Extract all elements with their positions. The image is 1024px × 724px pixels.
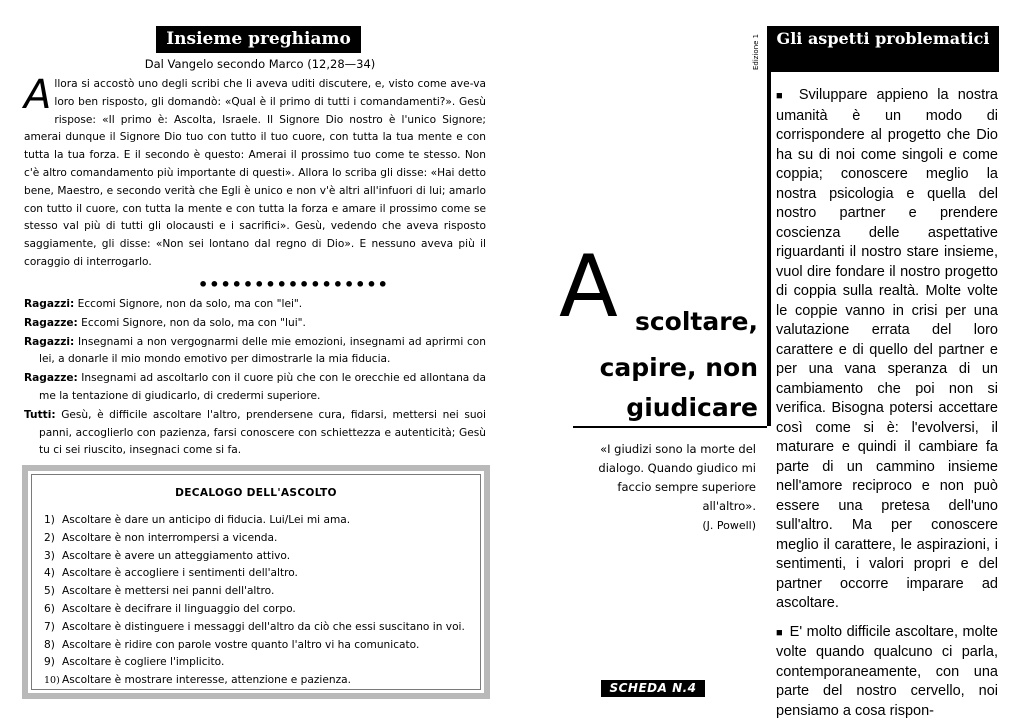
title-line: scoltare,	[634, 307, 758, 336]
list-item: 8) Ascoltare è ridire con parole vostre quanto l'altro vi ha comunicato.	[44, 638, 420, 651]
list-item: 1) Ascoltare è dare un anticipo di fiducia. Lui/Lei mi ama.	[44, 514, 351, 526]
prayer-speaker: Tutti:	[24, 408, 56, 421]
prayer-section-title: Insieme preghiamo	[156, 26, 361, 53]
paragraph: ■ E' molto difficile ascoltare, molte volte quando qualcuno ci parla, contemporaneamente, con una parte del nostro cervello, noi pensiamo a cosa rispon-	[776, 623, 998, 719]
edition-label: Edizione 1	[752, 33, 760, 70]
list-item: 10) Ascoltare è mostrare interesse, attenzione e pazienza.	[44, 674, 352, 687]
prayer-line	[24, 296, 486, 314]
list-item: 4) Ascoltare è accogliere i sentimenti dell'altro.	[44, 567, 298, 580]
gospel-drop-cap: A	[24, 72, 52, 118]
title-initial: A	[559, 237, 618, 337]
problems-section-title: Gli aspetti problematici	[767, 26, 999, 72]
list-item: 7) Ascoltare è distinguere i messaggi dell'altro da ciò che essi suscitano in voi.	[44, 620, 465, 633]
prayer-list	[24, 296, 486, 461]
gospel-text: llora si accostò uno degli scribi che li aveva uditi discutere, e, visto come ave-va loro ben risposto, gli domandò: «Qual è il primo di tutti i comandamenti?». Gesù rispose: «Il primo è: Ascolta, Israele. Il Signore Dio nostro è l'unico Signore; amerai dunque il Signore Dio tuo con tutto il tuo cuore, con tutta la tua mente e con tutta la tua forza. E il secondo è questo: Amerai il prossimo tuo come te stesso. Non c'è altro comandamento più importante di questi». Allora lo scriba gli disse: «Hai detto bene, Maestro, e secondo verità che Egli è unico e non v'è altri all'infuori di lui; amarlo con tutto il cuore, con tutta la mente e con tutta la forza e amare il prossimo come se stesso val più di tutti gli olocausti e i sacrifici». Gesù, vedendo che aveva risposto saggiamente, gli disse: «Non sei lontano dal regno di Dio». E nessuno aveva più il coraggio di interrogarlo.	[24, 78, 486, 268]
problems-text	[776, 86, 998, 724]
quote-author: (J. Powell)	[702, 519, 756, 532]
column-accent-bar	[767, 72, 771, 426]
prayer-speaker: Ragazzi:	[24, 298, 75, 310]
decalogue-inner-frame	[31, 474, 481, 690]
list-item: 3) Ascoltare è avere un atteggiamento attivo.	[44, 549, 291, 562]
list-item: 5) Ascoltare è mettersi nei panni dell'altro.	[44, 585, 275, 598]
gospel-passage	[24, 72, 486, 272]
quote-block	[578, 440, 756, 535]
title-line: giudicare	[626, 393, 758, 422]
list-item: 6) Ascoltare è decifrare il linguaggio del corpo.	[44, 602, 296, 615]
square-bullet-icon: ■	[776, 90, 788, 102]
prayer-speaker: Ragazzi:	[24, 335, 75, 348]
prayer-text: Gesù, è difficile ascoltare l'altro, prendersene cura, fidarsi, mettersi nei suoi panni, accoglierlo con pazienza, farsi conoscere con schiettezza e autenticità; Gesù tu ci sei riuscito, insegnaci come si fa.	[39, 408, 486, 457]
list-item: 9) Ascoltare è cogliere l'implicito.	[44, 656, 225, 669]
prayer-line	[24, 407, 486, 460]
gospel-reference: Dal Vangelo secondo Marco (12,28—34)	[144, 57, 376, 71]
section-separator: •••••••••••••••••	[198, 275, 389, 294]
prayer-speaker: Ragazze:	[24, 316, 78, 329]
prayer-text: Eccomi Signore, non da solo, ma con "lei".	[77, 298, 303, 310]
prayer-speaker: Ragazze:	[24, 372, 78, 385]
title-divider	[573, 426, 767, 428]
prayer-line	[24, 334, 486, 370]
prayer-text: Insegnami a non vergognarmi delle mie emozioni, insegnami ad aprirmi con lei, a donarle il mio mondo emotivo per dimostrarle la mia fiducia.	[39, 335, 487, 366]
prayer-line	[24, 315, 486, 333]
decalogue-box	[22, 465, 490, 699]
list-item: 2) Ascoltare è non interrompersi a vicenda.	[44, 531, 278, 544]
prayer-line	[24, 370, 486, 406]
prayer-text: Insegnami ad ascoltarlo con il cuore più che con le orecchie ed allontana da me la tentazione di giudicarlo, di credermi superiore.	[39, 372, 486, 402]
decalogue-list	[44, 512, 472, 690]
title-line: capire, non	[599, 353, 758, 382]
page-title	[560, 248, 758, 428]
quote-text: «I giudizi sono la morte del dialogo. Quando giudico mi faccio sempre superiore all'altro».	[598, 442, 756, 513]
square-bullet-icon: ■	[776, 626, 784, 639]
sheet-number-badge: SCHEDA N.4	[601, 680, 705, 697]
paragraph: ■ Sviluppare appieno la nostra umanità è un modo di corrispondere al progetto che Dio ha su di noi come singoli e come coppia; conoscere meglio la nostra psicologia e quella del nostro partner e prendere coscienza delle aspettative riguardanti il nostro stare insieme, vuol dire fondare il nostro progetto di coppia sulla realtà. Molte volte le coppie vanno in crisi per una valutazione errata del loro carattere e di quello del partner e per una vana speranza di un cambiamento che poi non si verifica. Bisogna potersi accettare così come si è: l'evolversi, il maturare e quindi il cambiare fa parte di un cammino insieme nell'amore reciproco e non può essere una pretesa dell'uno sull'altro. Ma per conoscere meglio il carattere, le aspirazioni, i sentimenti, i valori propri e del partner occorre imparare ad ascoltare.	[776, 87, 998, 611]
decalogue-title: DECALOGO DELL'ASCOLTO	[175, 487, 337, 499]
prayer-text: Eccomi Signore, non da solo, ma con "lui".	[81, 316, 306, 329]
